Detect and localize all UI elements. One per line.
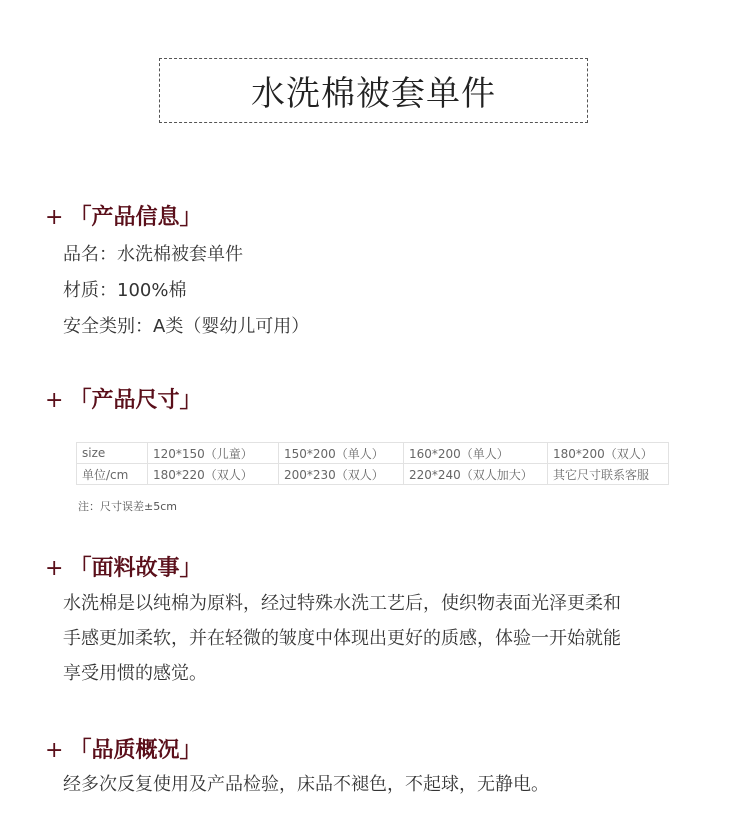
table-cell: 180*200（双人） bbox=[548, 443, 669, 464]
info-product-name: 品名：水洗棉被套单件 bbox=[63, 244, 243, 265]
plus-icon: + bbox=[45, 556, 64, 581]
story-line: 享受用惯的感觉。 bbox=[63, 663, 207, 684]
table-cell: 其它尺寸联系客服 bbox=[548, 464, 669, 485]
quality-summary-text: 经多次反复使用及产品检验，床品不褪色，不起球，无静电。 bbox=[63, 774, 549, 795]
table-cell: 150*200（单人） bbox=[279, 443, 404, 464]
size-table bbox=[76, 442, 669, 485]
section-heading-quality bbox=[45, 733, 201, 764]
info-safety-class: 安全类别：A类（婴幼儿可用） bbox=[63, 316, 310, 337]
table-cell: 120*150（儿童） bbox=[148, 443, 279, 464]
table-cell: 200*230（双人） bbox=[279, 464, 404, 485]
section-heading-label: 「产品信息」 bbox=[69, 205, 202, 230]
plus-icon: + bbox=[45, 205, 64, 230]
fabric-story-text bbox=[63, 586, 713, 691]
size-tolerance-note: 注：尺寸误差±5cm bbox=[78, 500, 177, 513]
table-cell: 单位/cm bbox=[77, 464, 148, 485]
table-cell: 180*220（双人） bbox=[148, 464, 279, 485]
table-row bbox=[77, 443, 669, 464]
section-heading-label: 「面料故事」 bbox=[69, 556, 202, 581]
table-cell: 160*200（单人） bbox=[404, 443, 548, 464]
section-heading-label: 「品质概况」 bbox=[69, 738, 202, 763]
section-heading-label: 「产品尺寸」 bbox=[69, 388, 202, 413]
plus-icon: + bbox=[45, 738, 64, 763]
section-heading-size bbox=[45, 383, 201, 414]
plus-icon: + bbox=[45, 388, 64, 413]
table-cell: 220*240（双人加大） bbox=[404, 464, 548, 485]
section-heading-info bbox=[45, 200, 201, 231]
table-cell: size bbox=[77, 443, 148, 464]
story-line: 手感更加柔软，并在轻微的皱度中体现出更好的质感，体验一开始就能 bbox=[63, 628, 621, 649]
info-material: 材质：100%棉 bbox=[63, 280, 187, 301]
section-heading-story bbox=[45, 551, 201, 582]
table-row bbox=[77, 464, 669, 485]
story-line: 水洗棉是以纯棉为原料，经过特殊水洗工艺后，使织物表面光泽更柔和 bbox=[63, 593, 621, 614]
product-title: 水洗棉被套单件 bbox=[159, 58, 588, 123]
